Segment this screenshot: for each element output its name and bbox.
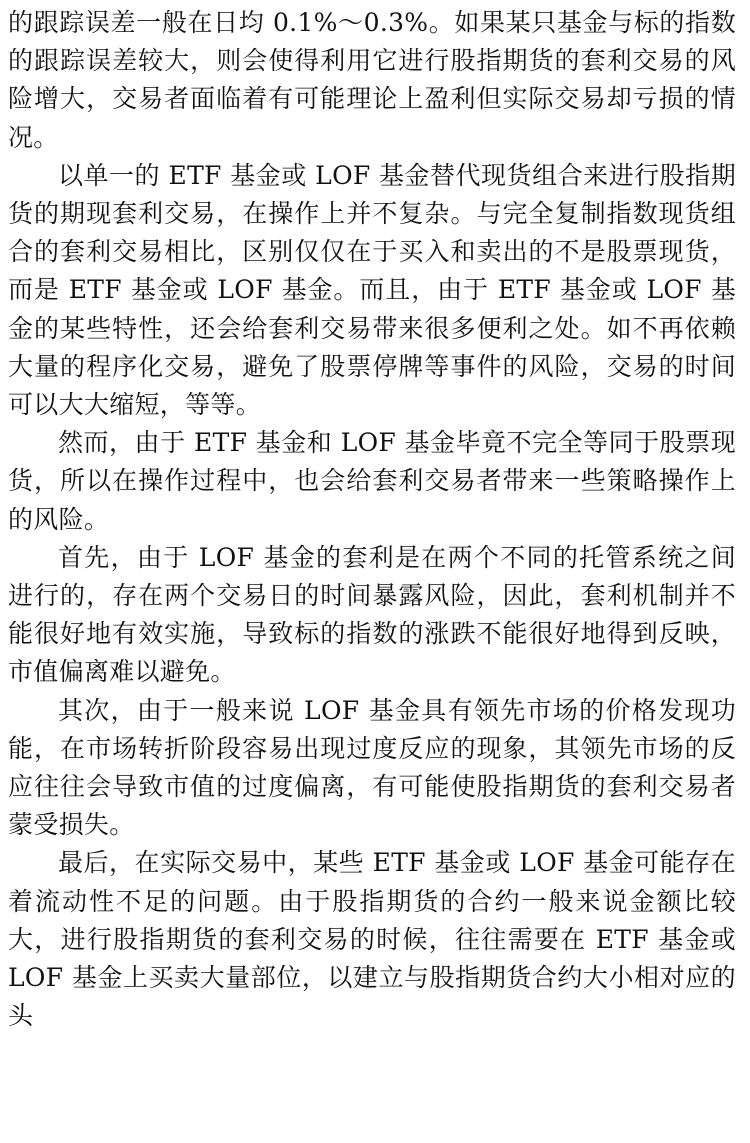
paragraph-tracking-error: 的跟踪误差一般在日均 0.1%～0.3%。如果某只基金与标的指数的跟踪误差较大，则会使得利用它进行股指期货的套利交易的风险增大，交易者面临着有可能理论上盈利但实际交易却亏损的情况。 — [8, 8, 736, 152]
paragraph-first-risk: 首先，由于 LOF 基金的套利是在两个不同的托管系统之间进行的，存在两个交易日的时间暴露风险，因此，套利机制并不能很好地有效实施，导致标的指数的涨跌不能很好地得到反映，市值偏离难以避免。 — [8, 542, 736, 687]
document-page — [8, 4, 736, 1035]
paragraph-second-risk: 其次，由于一般来说 LOF 基金具有领先市场的价格发现功能，在市场转折阶段容易出现过度反应的现象，其领先市场的反应往往会导致市值的过度偏离，有可能使股指期货的套利交易者蒙受损失。 — [8, 695, 736, 840]
paragraph-strategy-risk: 然而，由于 ETF 基金和 LOF 基金毕竟不完全等同于股票现货，所以在操作过程中，也会给套利交易者带来一些策略操作上的风险。 — [8, 428, 736, 534]
paragraph-etf-lof-substitution: 以单一的 ETF 基金或 LOF 基金替代现货组合来进行股指期货的期现套利交易，在操作上并不复杂。与完全复制指数现货组合的套利交易相比，区别仅仅在于买入和卖出的不是股票现货，而是 ETF 基金或 LOF 基金。而且，由于 ETF 基金或 LOF 基金的某些特性，还会给套利交易带来很多便利之处。如不再依赖大量的程序化交易，避免了股票停牌等事件的风险，交易的时间可以大大缩短，等等。 — [8, 160, 736, 420]
paragraph-final-risk: 最后，在实际交易中，某些 ETF 基金或 LOF 基金可能存在着流动性不足的问题。由于股指期货的合约一般来说金额比较大，进行股指期货的套利交易的时候，往往需要在 ETF 基金或 LOF 基金上买卖大量部位，以建立与股指期货合约大小相对应的头 — [8, 848, 736, 1031]
